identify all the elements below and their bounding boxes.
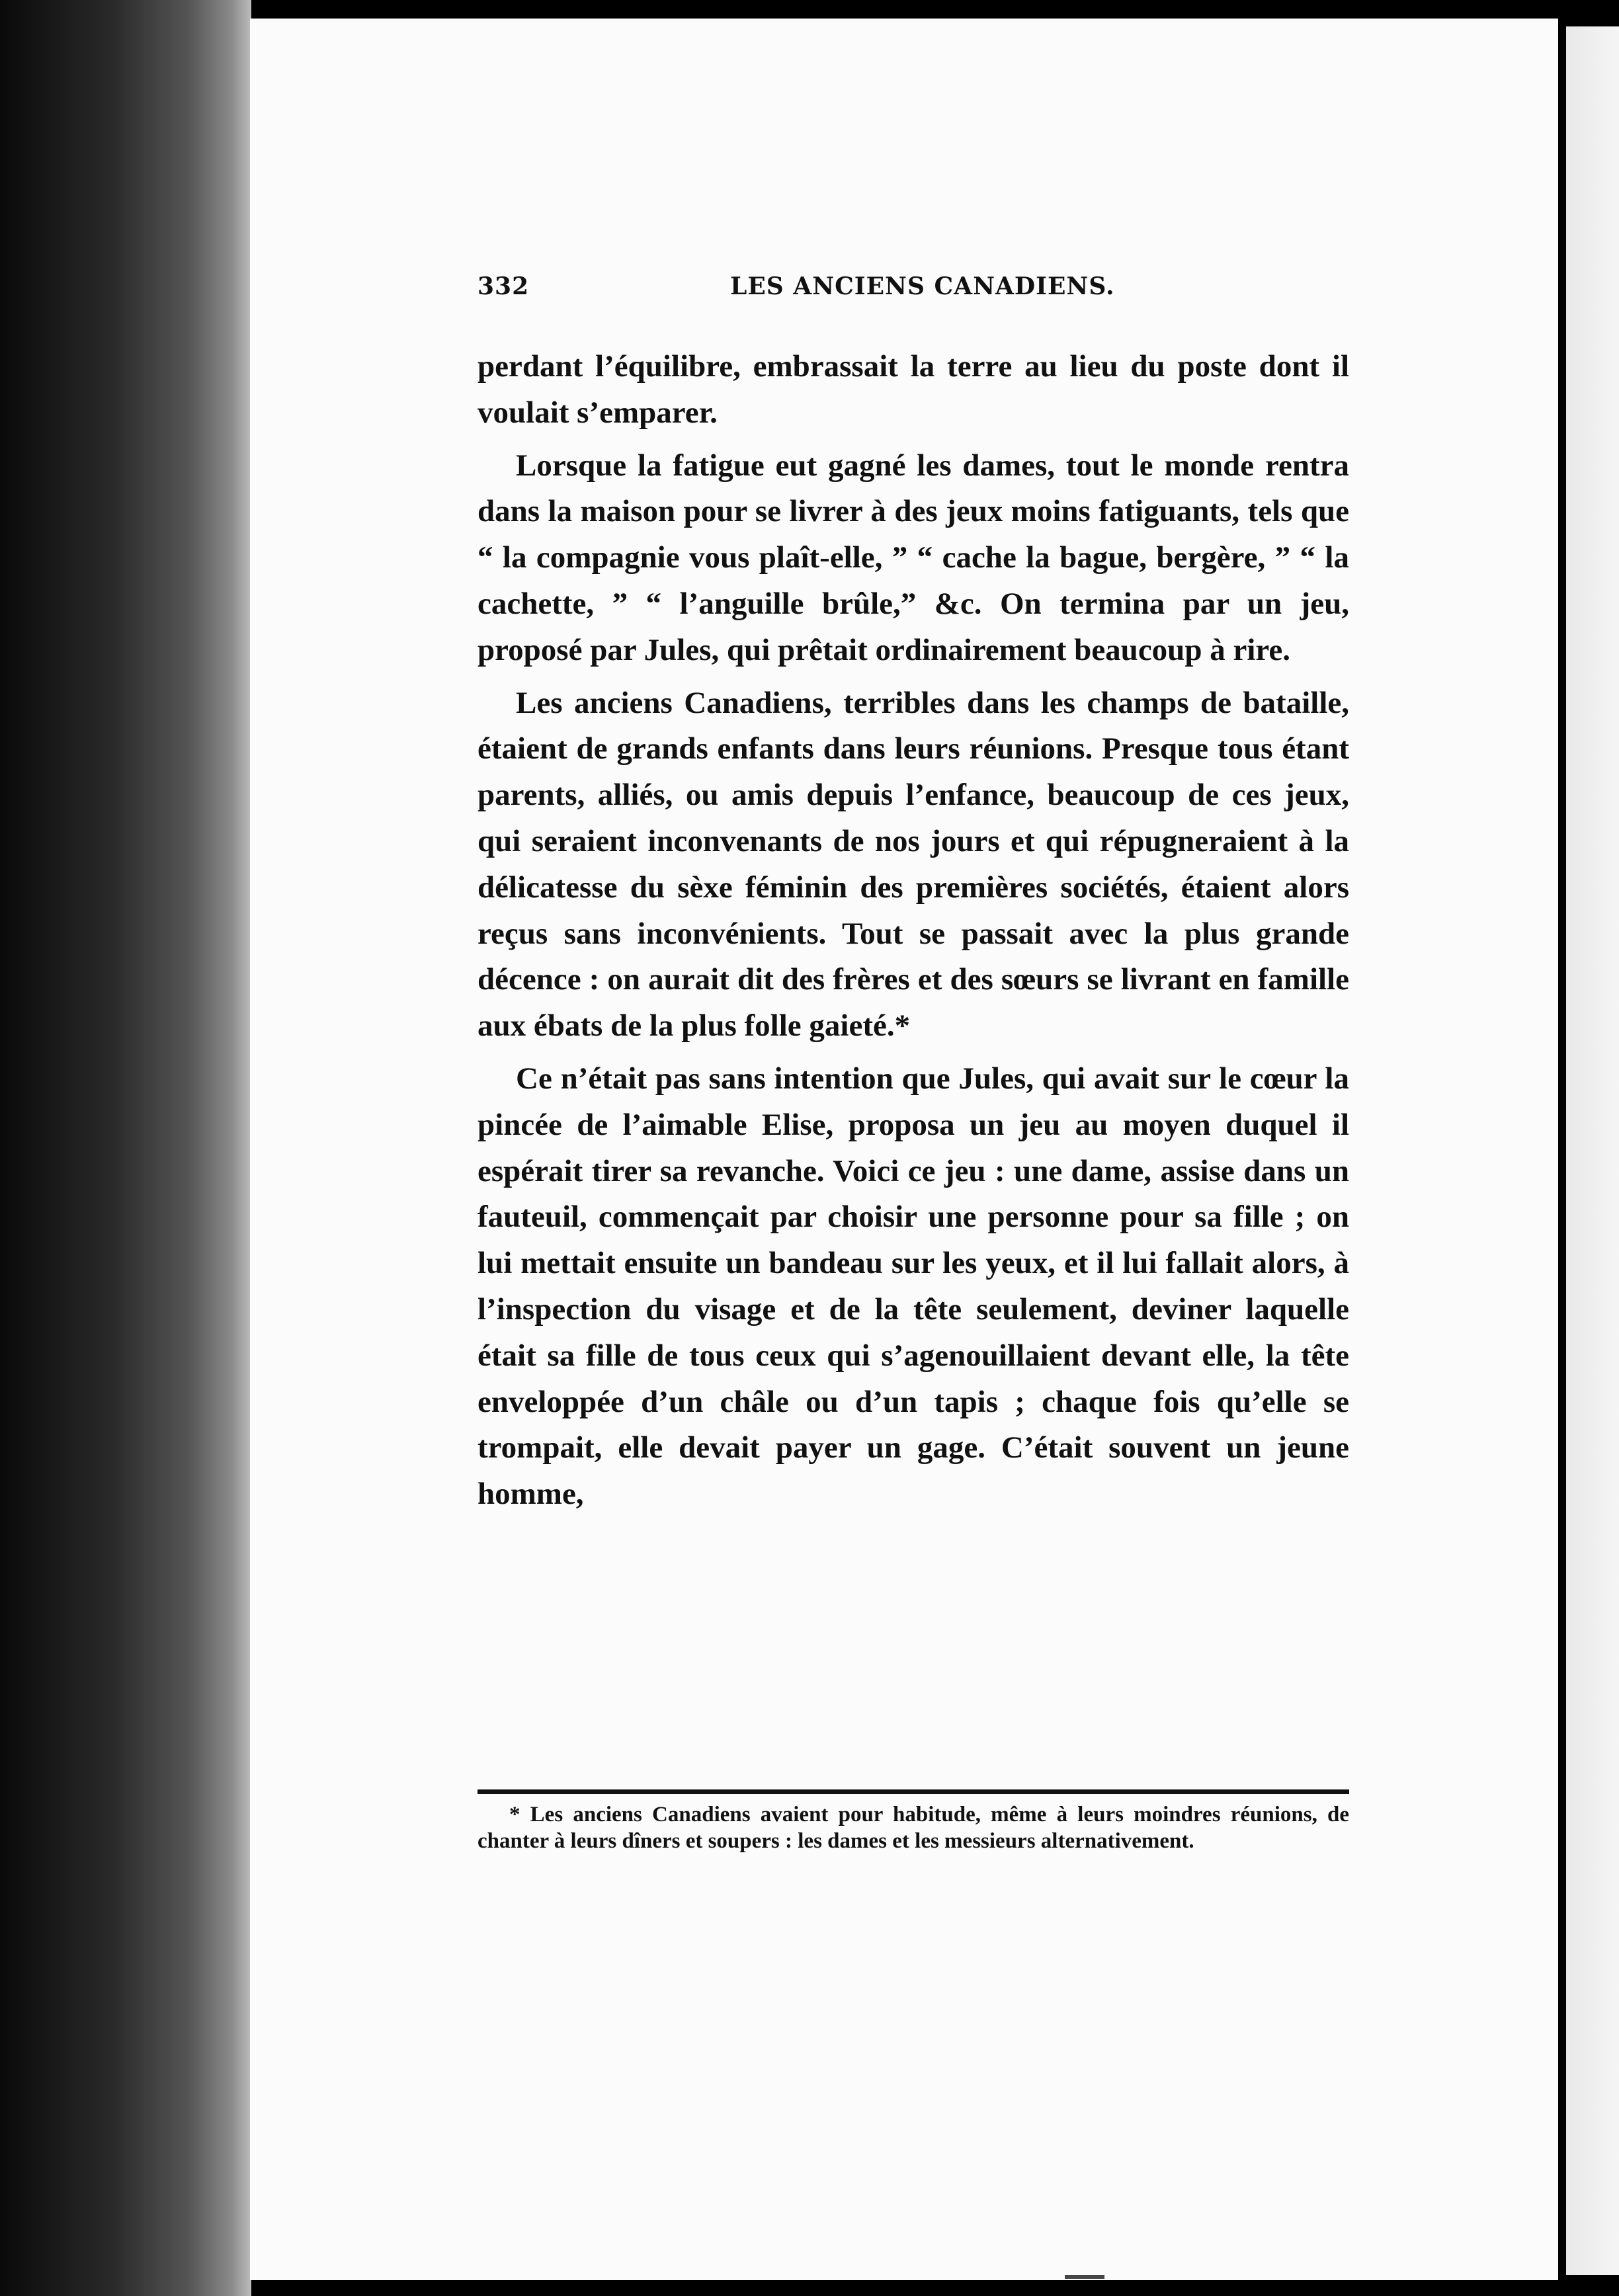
footnote-rule [477, 1789, 1349, 1794]
scan-dark-margin [0, 0, 251, 2296]
page-edge [1558, 26, 1566, 2275]
running-title: LES ANCIENS CANADIENS. [730, 272, 1115, 300]
body-text [477, 344, 1349, 1518]
scan-artifact [1065, 2275, 1104, 2279]
page-number: 332 [477, 272, 530, 300]
paragraph: perdant l’équilibre, embrassait la terre au lieu du poste dont il voulait s’emparer. [477, 349, 1349, 430]
paragraph: Ce n’était pas sans intention que Jules, qui avait sur le cœur la pincée de l’aimable Elise, proposa un jeu au moyen duquel il espérait tirer sa revanche. Voici ce jeu : une dame, assise dans un fauteuil, commençait par choisir une personne pour sa fille ; on lui mettait ensuite un bandeau sur les yeux, et il lui fallait alors, à l’inspection du visage et de la tête seulement, deviner laquelle était sa fille de tous ceux qui s’agenouillaient devant elle, la tête enveloppée d’un châle ou d’un tapis ; chaque fois qu’elle se trompait, elle devait payer un gage. C’était souvent un jeune homme, [477, 1061, 1349, 1512]
page-header [477, 272, 1349, 312]
facing-page-sliver [1566, 26, 1619, 2275]
paragraph: Lorsque la fatigue eut gagné les dames, tout le monde rentra dans la maison pour se livrer à des jeux moins fatiguants, tels que “ la compagnie vous plaît-elle, ” “ cache la bague, bergère, ” “ la cachette, ” “ l’anguille brûle,” &c. On termina par un jeu, proposé par Jules, qui prêtait ordinairement beaucoup à rire. [477, 448, 1349, 667]
footnote-text: * Les anciens Canadiens avaient pour habitude, même à leurs moindres réunions, de chanter à leurs dîners et soupers : les dames et les messieurs alternativement. [477, 1803, 1349, 1853]
footnote [477, 1801, 1349, 1854]
paragraph: Les anciens Canadiens, terribles dans les champs de bataille, étaient de grands enfants dans leurs réunions. Presque tous étant parents, alliés, ou amis depuis l’enfance, beaucoup de ces jeux, qui seraient inconvenants de nos jours et qui répugneraient à la délicatesse du sèxe féminin des premières sociétés, étaient alors reçus sans inconvénients. Tout se passait avec la plus grande décence : on aurait dit des frères et des sœurs se livrant en famille aux ébats de la plus folle gaieté.* [477, 685, 1349, 1044]
